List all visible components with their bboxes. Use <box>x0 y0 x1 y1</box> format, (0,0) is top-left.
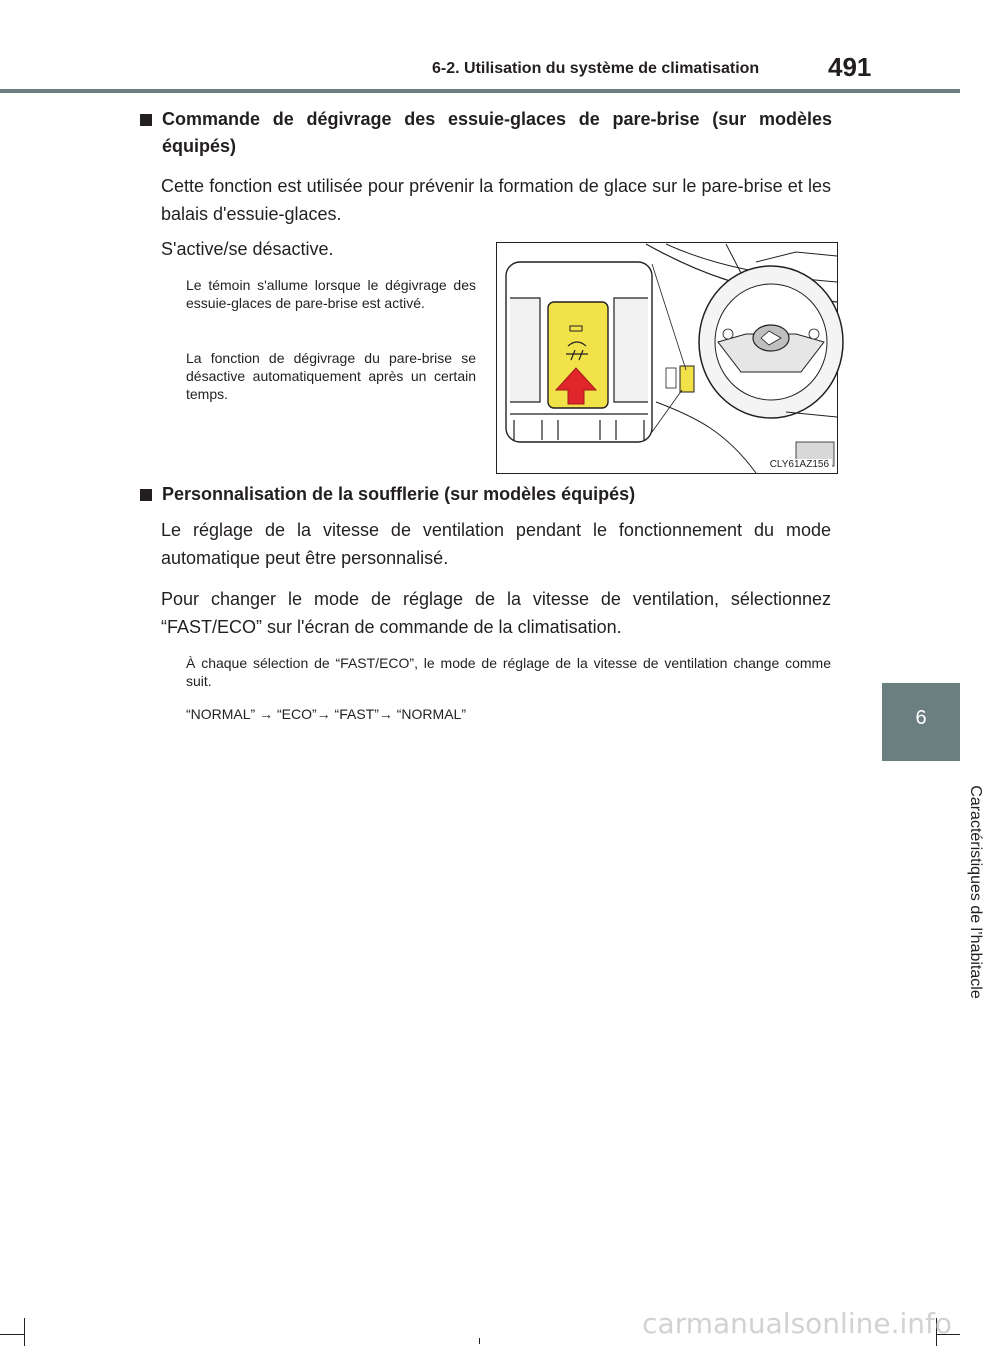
crop-mark <box>479 1338 480 1344</box>
note-indicator: Le témoin s'allume lorsque le dégivrage des essuie-glaces de pare-brise est activé. <box>186 277 476 311</box>
figure-dashboard <box>496 242 838 474</box>
section-heading-blower-customization <box>140 481 832 508</box>
heading-text: Commande de dégivrage des essuie-glaces de pare-brise (sur modèles équipés) <box>162 109 832 156</box>
figure-code: CLY61AZ156 <box>767 459 832 470</box>
watermark: carmanualsonline.info <box>642 1307 952 1340</box>
square-bullet-icon <box>140 114 152 126</box>
dashboard-illustration <box>496 242 838 474</box>
paragraph-wiper-deicer: Cette fonction est utilisée pour prévenir la formation de glace sur le pare-brise et les balais d'essuie-glaces. <box>161 176 831 224</box>
header-title: 6-2. Utilisation du système de climatisation <box>432 60 760 77</box>
note-fast-eco-cycle: À chaque sélection de “FAST/ECO”, le mode de réglage de la vitesse de ventilation change comme suit. <box>186 655 831 689</box>
section-heading-wiper-deicer <box>140 106 832 160</box>
page-number: 491 <box>828 52 872 82</box>
chapter-tab <box>882 683 960 761</box>
heading-text: Personnalisation de la soufflerie (sur modèles équipés) <box>162 484 636 504</box>
crop-mark <box>24 1318 25 1346</box>
chapter-title: Caractéristiques de l’habitacle <box>967 785 984 999</box>
note-auto-off: La fonction de dégivrage du pare-brise se désactive automatiquement après un certain temps. <box>186 350 476 402</box>
activate-text: S'active/se désactive. <box>161 239 334 259</box>
paragraph-fast-eco: Pour changer le mode de réglage de la vitesse de ventilation, sélectionnez “FAST/ECO” sur l'écran de commande de la climatisation. <box>161 589 831 637</box>
crop-mark <box>0 1334 24 1335</box>
note-mode-sequence: “NORMAL” → “ECO”→ “FAST”→ “NORMAL” <box>186 706 466 722</box>
chapter-number: 6 <box>915 707 927 729</box>
header-rule <box>0 89 960 93</box>
square-bullet-icon <box>140 489 152 501</box>
paragraph-blower-customization: Le réglage de la vitesse de ventilation pendant le fonctionnement du mode automatique peut être personnalisé. <box>161 520 831 568</box>
